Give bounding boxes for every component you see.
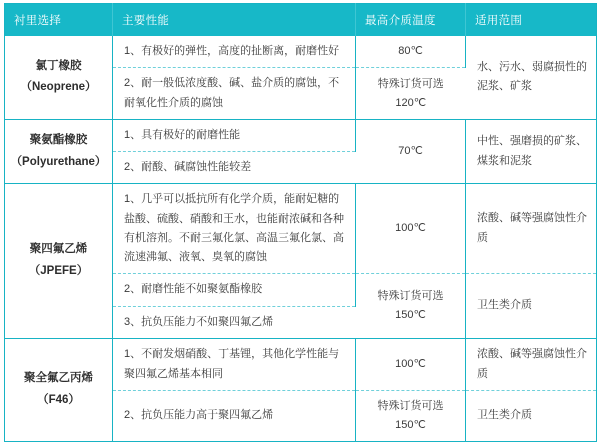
- cell-performance: 1、有极好的弹性，高度的扯断离，耐磨性好: [113, 36, 356, 68]
- cell-performance: 3、抗负压能力不如聚四氟乙烯: [113, 306, 356, 338]
- column-header-performance: 主要性能: [113, 4, 356, 37]
- cell-scope: 卫生类介质: [466, 274, 597, 339]
- cell-lining-name: [5, 338, 113, 441]
- table-row: [5, 119, 597, 151]
- cell-performance: 1、不耐发烟硝酸、丁基锂，其他化学性能与聚四氟乙烯基本相同: [113, 338, 356, 391]
- lining-name-sub: （JPEFE）: [28, 265, 89, 277]
- max-temp-line-1: 特殊订货可选: [377, 77, 444, 90]
- cell-max-temp: 100℃: [356, 184, 466, 274]
- max-temp-line-2: 150℃: [395, 419, 426, 432]
- max-temp-line-1: 特殊订货可选: [377, 400, 444, 413]
- column-header-lining: 衬里选择: [5, 4, 113, 37]
- lining-selection-table: [4, 3, 597, 442]
- cell-scope: 卫生类介质: [466, 391, 597, 441]
- lining-name-main: 聚全氟乙丙烯: [24, 371, 93, 384]
- lining-name-main: 聚氨酯橡胶: [29, 133, 88, 146]
- table-row: [5, 184, 597, 274]
- table-header: [5, 4, 597, 37]
- cell-performance: 2、耐磨性能不如聚氨酯橡胶: [113, 274, 356, 306]
- cell-max-temp: 100℃: [356, 338, 466, 391]
- cell-performance: 1、具有极好的耐磨性能: [113, 119, 356, 151]
- table-body: [5, 36, 597, 441]
- cell-lining-name: [5, 36, 113, 119]
- cell-performance: 2、抗负压能力高于聚四氟乙烯: [113, 391, 356, 441]
- lining-name-main: 聚四氟乙烯: [29, 243, 88, 256]
- max-temp-line-2: 150℃: [395, 309, 426, 321]
- lining-name-main: 氯丁橡胶: [35, 59, 82, 72]
- cell-lining-name: [5, 119, 113, 184]
- column-header-max-temp: 最高介质温度: [356, 4, 466, 37]
- table-row: [5, 36, 597, 68]
- cell-max-temp: 70℃: [356, 119, 466, 184]
- cell-performance: 1、几乎可以抵抗所有化学介质，能耐妃糖的盐酸、硫酸、硝酸和王水，也能耐浓碱和各种有机溶剂。不耐三氟化氯、高温三氟化氯、高流速沸氟、液氧、臭氧的腐蚀: [113, 184, 356, 274]
- cell-lining-name: [5, 184, 113, 339]
- max-temp-line-2: 120℃: [395, 96, 427, 109]
- cell-scope: 浓酸、碱等强腐蚀性介质: [466, 184, 597, 274]
- cell-scope: 中性、强磨损的矿浆、煤浆和泥浆: [466, 119, 597, 184]
- cell-max-temp: [356, 391, 466, 441]
- cell-max-temp: [356, 274, 466, 339]
- column-header-scope: 适用范围: [466, 4, 597, 37]
- table-header-row: [5, 4, 597, 37]
- lining-name-sub: （F46）: [37, 393, 80, 406]
- cell-max-temp: [356, 68, 466, 120]
- cell-performance: 2、耐酸、碱腐蚀性能较差: [113, 152, 356, 184]
- lining-name-sub: （Neoprene）: [20, 81, 97, 94]
- cell-scope: 水、污水、弱腐损性的泥浆、矿浆: [466, 36, 597, 119]
- cell-max-temp: 80℃: [356, 36, 466, 68]
- cell-performance: 2、耐一般低浓度酸、碱、盐介质的腐蚀，不耐氧化性介质的腐蚀: [113, 68, 356, 120]
- max-temp-line-1: 特殊订货可选: [377, 290, 444, 303]
- table-row: [5, 338, 597, 391]
- lining-name-sub: （Polyurethane）: [10, 155, 107, 168]
- cell-scope: 浓酸、碱等强腐蚀性介质: [466, 338, 597, 391]
